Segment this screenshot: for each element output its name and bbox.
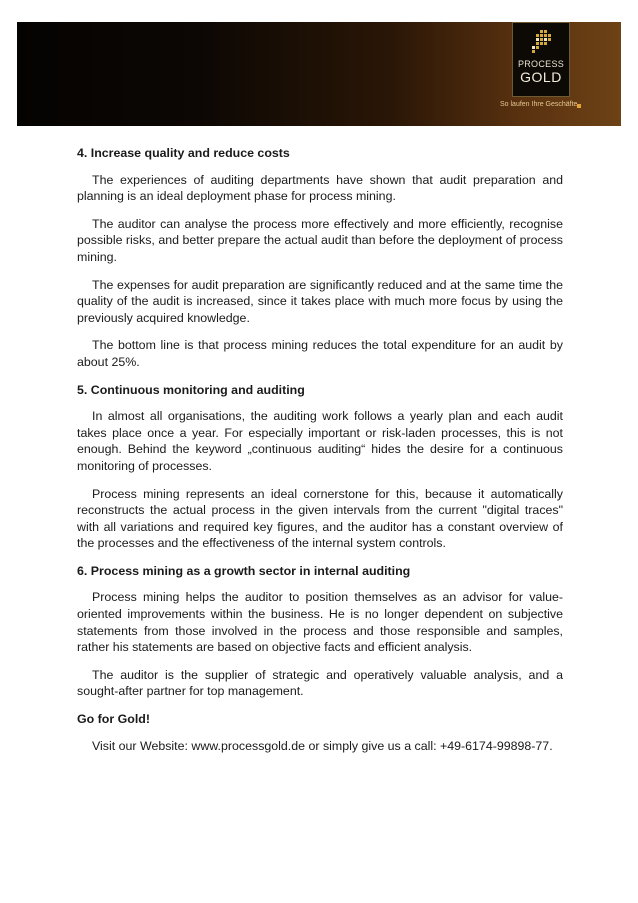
paragraph: The auditor can analyse the process more effectively and more efficiently, recognise possible risks, and better prepare the actual audit than before the deployment of process mining. xyxy=(77,216,563,264)
paragraph: Visit our Website: www.processgold.de or simply give us a call: +49-6174-99898-77. xyxy=(92,738,553,753)
paragraph: Process mining helps the auditor to position themselves as an advisor for value-oriented improvements within the business. He is no longer dependent on subjective statements from those involved in the process and those responsible and samples, rather his statements are based on objective facts and efficient analysis. xyxy=(77,590,563,655)
section-heading: Go for Gold! xyxy=(77,712,150,727)
tagline-square-icon xyxy=(577,104,581,108)
process-gold-logo xyxy=(512,22,570,97)
paragraph: In almost all organisations, the auditing work follows a yearly plan and each audit takes place once a year. For especially important or risk-laden processes, this is not enough. Behind the keyword „continuous auditing“ hides the desire for a continuous monitoring of processes. xyxy=(77,409,563,473)
paragraph: The bottom line is that process mining reduces the total expenditure for an audit by about 25%. xyxy=(77,338,563,369)
paragraph: The expenses for audit preparation are significantly reduced and at the same time the quality of the audit is increased, since it takes place with much more focus by using the previously acquired knowledge. xyxy=(77,277,563,325)
section-heading: 6. Process mining as a growth sector in internal auditing xyxy=(77,563,411,578)
paragraph: Process mining represents an ideal cornerstone for this, because it automatically reconstructs the actual process in the given intervals from the current "digital traces" with all variations and required key figures, and the auditor has a constant overview of the processes and the effectiveness of the internal system controls. xyxy=(77,486,563,551)
paragraph: The experiences of auditing departments have shown that audit preparation and planning is an ideal deployment phase for process mining. xyxy=(77,172,563,204)
logo-text-gold: GOLD xyxy=(520,69,562,85)
header-tagline: So laufen Ihre Geschäfte xyxy=(500,101,578,108)
document-body xyxy=(77,145,563,754)
logo-text-process: PROCESS xyxy=(517,59,565,69)
section-heading: 5. Continuous monitoring and auditing xyxy=(77,382,305,397)
process-gold-logo-mark-icon xyxy=(529,29,555,55)
paragraph: The auditor is the supplier of strategic and operatively valuable analysis, and a sought-after partner for top management. xyxy=(77,667,563,699)
section-heading: 4. Increase quality and reduce costs xyxy=(77,146,290,160)
